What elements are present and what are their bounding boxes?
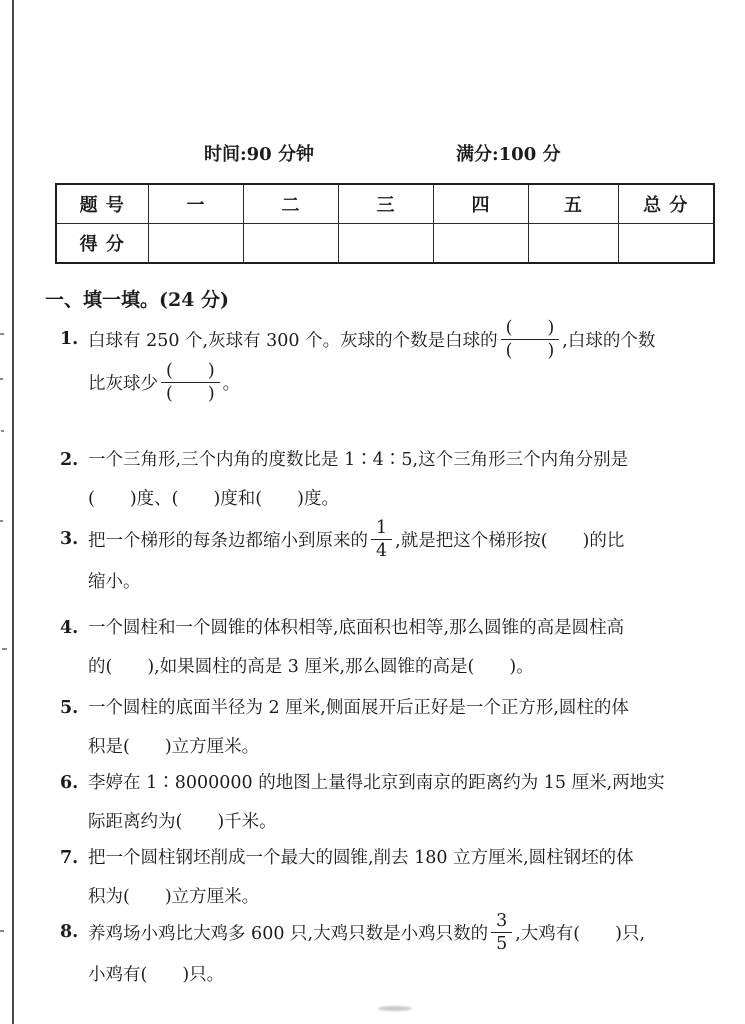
question-text: 一个圆柱和一个圆锥的体积相等,底面积也相等,那么圆锥的高是圆柱高 [88,618,625,638]
question-text: 白球有 250 个,灰球有 300 个。灰球的个数是白球的 [88,331,498,352]
fraction-denominator: 5 [496,934,508,955]
question-number: 8. [60,922,79,942]
question-number: 4. [60,618,79,638]
scan-artifact [0,520,3,522]
exam-time-label: 时间:90 分钟 [204,144,314,165]
question-text: 比灰球少 [88,374,158,395]
question-text: 的( ),如果圆柱的高是 3 厘米,那么圆锥的高是( )。 [88,657,534,677]
fraction-numerator: ( ) [161,361,220,383]
section-2-header: 二 [243,184,338,224]
scan-artifact [0,930,4,932]
section-5-header: 五 [528,184,618,224]
scan-artifact [1,430,4,432]
question-text: ,白球的个数 [562,331,656,352]
fraction-denominator: ( ) [505,341,555,362]
paper-header [0,140,745,166]
question-text: ( )度、( )度和( )度。 [88,489,339,509]
question-text: 把一个梯形的每条边都缩小到原来的 [88,531,368,552]
question-item [60,320,718,407]
question-text: 一个三角形,三个内角的度数比是 1∶4∶5,这个三角形三个内角分别是 [88,450,629,470]
score-cell-empty [338,224,433,264]
section-one-title: 一、填一填。(24 分) [45,289,230,311]
question-item [60,839,718,917]
question-item [60,764,718,842]
question-text: ,大鸡有( )只, [515,924,646,945]
score-cell-empty [148,224,243,264]
score-table-score-row [56,224,714,264]
question-item [60,520,718,602]
score-cell-empty [433,224,528,264]
question-text: 。 [222,374,241,395]
question-number: 1. [60,329,79,349]
question-text: 积是( )立方厘米。 [88,737,260,757]
question-item [60,609,718,687]
question-text: 一个圆柱的底面半径为 2 厘米,侧面展开后正好是一个正方形,圆柱的体 [88,698,629,718]
scan-artifact [0,378,3,380]
question-number: 6. [60,773,79,793]
question-text: 缩小。 [88,572,141,593]
score-table-header-row [56,184,714,224]
question-text: 把一个圆柱钢坯削成一个最大的圆锥,削去 180 立方厘米,圆柱钢坯的体 [88,848,634,868]
question-text: 小鸡有( )只。 [88,965,225,986]
question-number: 5. [60,698,79,718]
question-item [60,689,718,767]
question-text: 际距离约为( )千米。 [88,812,277,832]
scan-artifact [378,1006,412,1011]
section-4-header: 四 [433,184,528,224]
question-text: 养鸡场小鸡比大鸡多 600 只,大鸡只数是小鸡只数的 [88,924,489,945]
score-cell-empty [243,224,338,264]
scan-artifact [0,333,4,335]
score-row-label: 得 分 [56,224,148,264]
full-score-label: 满分:100 分 [456,144,561,165]
question-text: 积为( )立方厘米。 [88,887,260,907]
question-text: ,就是把这个梯形按( )的比 [395,531,625,552]
question-text: 李婷在 1∶8000000 的地图上量得北京到南京的距离约为 15 厘米,两地实 [88,773,665,793]
question-number: 2. [60,450,79,470]
question-item [60,441,718,519]
section-1-header: 一 [148,184,243,224]
fraction [161,361,220,404]
fraction-numerator: ( ) [501,318,560,340]
scan-artifact [2,648,7,650]
total-score-header: 总 分 [618,184,714,224]
score-table [55,183,715,264]
fraction [491,911,512,954]
fraction [501,318,560,361]
question-item [60,913,718,995]
fraction-denominator: 4 [376,541,388,562]
score-cell-empty [618,224,714,264]
question-number: 7. [60,848,79,868]
section-3-header: 三 [338,184,433,224]
question-number: 3. [60,529,79,549]
question-number-header: 题 号 [56,184,148,224]
fraction-numerator: 1 [371,518,392,540]
fraction-denominator: ( ) [166,384,215,405]
score-cell-empty [528,224,618,264]
fraction [371,518,392,561]
fraction-numerator: 3 [491,911,512,933]
